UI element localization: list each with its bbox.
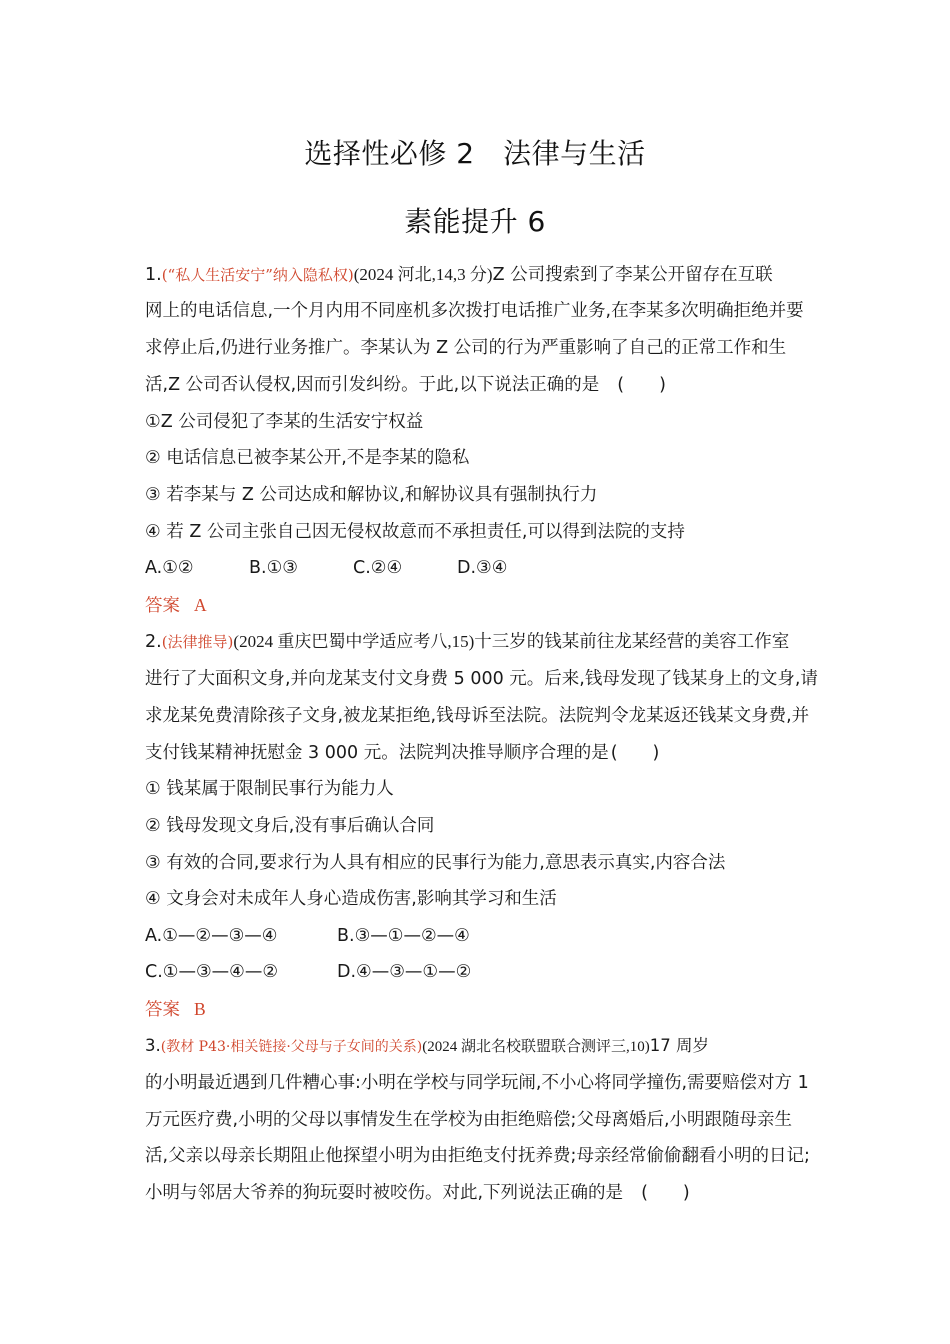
q2-number: 2. <box>145 632 162 652</box>
q3-line-1: 的小明最近遇到几件糟心事:小明在学校与同学玩闹,不小心将同学撞伤,需要赔偿对方 1 <box>145 1073 809 1093</box>
page-title: 选择性必修 2 法律与生活 <box>304 137 646 170</box>
q3-header <box>145 1034 815 1059</box>
q1-item-1: ①Z 公司侵犯了李某的生活安宁权益 <box>145 412 424 432</box>
q1-tag: (“私人生活安宁”纳入隐私权) <box>161 266 354 284</box>
q3-line-0: 17 周岁 <box>649 1036 710 1055</box>
q2-answer-paren: ( ) <box>610 743 660 763</box>
q3-answer-paren: ( ) <box>641 1183 690 1203</box>
q1-item-3: ③ 若李某与 Z 公司达成和解协议,和解协议具有强制执行力 <box>145 485 598 505</box>
q2-answer-label: 答案 <box>145 1000 180 1020</box>
q2-tag: (法律推导) <box>161 633 234 651</box>
q2-option-b: B.③—①—②—④ <box>337 926 470 946</box>
q1-answer-paren: ( ) <box>617 375 666 395</box>
q3-tag: (教材 P43·相关链接·父母与子女间的关系) <box>160 1039 423 1055</box>
q2-item-3: ③ 有效的合同,要求行为人具有相应的民事行为能力,意思表示真实,内容合法 <box>145 853 726 873</box>
q3-line-4-wrap <box>145 1181 815 1205</box>
q1-line-1: 网上的电话信息,一个月内用不同座机多次拨打电话推广业务,在李某多次明确拒绝并要 <box>145 301 804 321</box>
q2-option-d: D.④—③—①—② <box>337 962 472 982</box>
q1-options <box>145 556 815 580</box>
q2-option-a: A.①—②—③—④ <box>145 926 278 946</box>
q2-answer <box>145 997 815 1022</box>
q1-line-0: Z 公司搜索到了李某公开留存在互联 <box>492 265 773 285</box>
q1-option-d: D.③④ <box>457 558 508 578</box>
q1-answer <box>145 593 815 618</box>
q1-header <box>145 263 815 287</box>
q2-answer-value: B <box>194 999 206 1019</box>
q1-line-2: 求停止后,仍进行业务推广。李某认为 Z 公司的行为严重影响了自己的正常工作和生 <box>145 338 787 358</box>
q2-options-row-1 <box>145 924 815 948</box>
q1-source: (2024 河北,14,3 分) <box>353 265 493 284</box>
q1-item-4: ④ 若 Z 公司主张自己因无侵权故意而不承担责任,可以得到法院的支持 <box>145 522 685 542</box>
q2-option-c: C.①—③—④—② <box>145 962 279 982</box>
q2-item-1: ① 钱某属于限制民事行为能力人 <box>145 779 394 799</box>
q1-item-2: ② 电话信息已被李某公开,不是李某的隐私 <box>145 448 470 468</box>
q2-options-row-2 <box>145 960 815 984</box>
q2-item-4: ④ 文身会对未成年人身心造成伤害,影响其学习和生活 <box>145 889 557 909</box>
q3-line-2: 万元医疗费,小明的父母以事情发生在学校为由拒绝赔偿;父母离婚后,小明跟随母亲生 <box>145 1110 793 1130</box>
q3-line-4: 小明与邻居大爷养的狗玩耍时被咬伤。对此,下列说法正确的是 <box>145 1183 624 1203</box>
q2-line-2: 求龙某免费清除孩子文身,被龙某拒绝,钱母诉至法院。法院判令龙某返还钱某文身费,并 <box>145 706 810 726</box>
q1-option-b: B.①③ <box>249 558 298 578</box>
q2-line-0: 十三岁的钱某前往龙某经营的美容工作室 <box>474 632 790 652</box>
page-subtitle: 素能提升 6 <box>404 205 546 238</box>
q2-item-2: ② 钱母发现文身后,没有事后确认合同 <box>145 816 435 836</box>
q3-line-3: 活,父亲以母亲长期阻止他探望小明为由拒绝支付抚养费;母亲经常偷偷翻看小明的日记; <box>145 1146 810 1166</box>
q1-number: 1. <box>145 265 162 285</box>
q1-option-c: C.②④ <box>353 558 403 578</box>
q2-line-3-wrap <box>145 741 815 765</box>
q2-header <box>145 630 815 654</box>
q2-line-3: 支付钱某精神抚慰金 3 000 元。法院判决推导顺序合理的是 <box>145 743 609 763</box>
q1-line-3: 活,Z 公司否认侵权,因而引发纠纷。于此,以下说法正确的是 <box>145 375 600 395</box>
q2-line-1: 进行了大面积文身,并向龙某支付文身费 5 000 元。后来,钱母发现了钱某身上的文身,请 <box>145 669 818 689</box>
q3-number: 3. <box>145 1036 161 1055</box>
q1-option-a: A.①② <box>145 558 194 578</box>
q1-answer-value: A <box>194 595 207 615</box>
q2-source: (2024 重庆巴蜀中学适应考八,15) <box>233 632 475 651</box>
q3-source: (2024 湖北名校联盟联合测评三,10) <box>422 1039 650 1055</box>
q1-answer-label: 答案 <box>145 596 180 616</box>
q1-line-3-wrap <box>145 373 815 397</box>
